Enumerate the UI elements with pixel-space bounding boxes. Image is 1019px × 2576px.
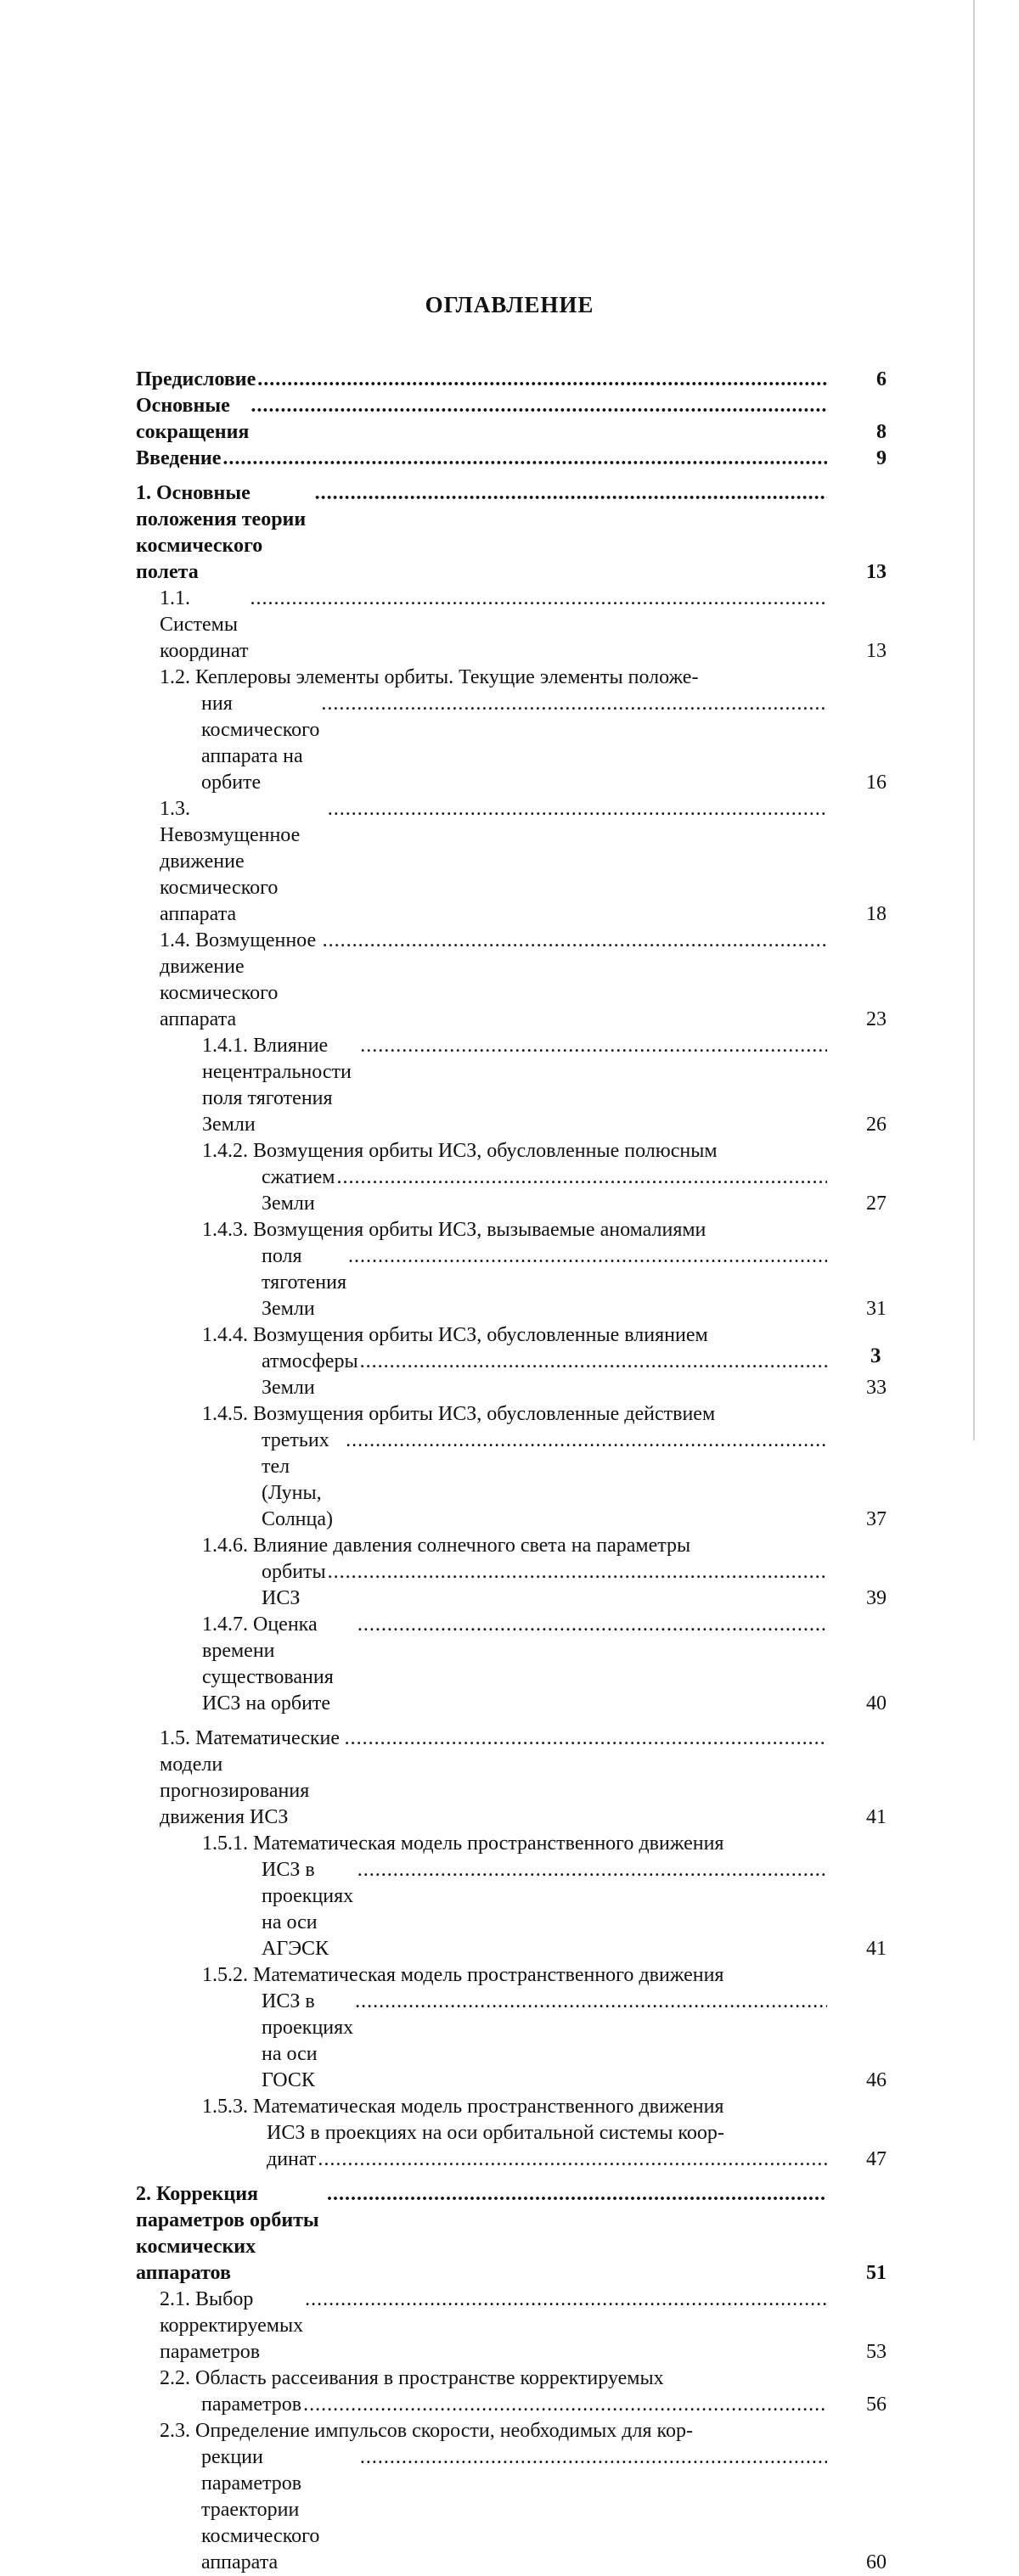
toc-entry[interactable] [136,586,887,665]
dot-leader [360,2444,827,2471]
toc-entry-text: 2.1. Выбор корректируемых параметров [160,2288,304,2363]
dot-leader [257,367,827,393]
toc-page-number: 51 [866,2262,887,2284]
toc-page-number: 23 [866,1008,887,1030]
toc-entry-text: 1.3. Невозмущенное движение космического аппарата [160,798,301,925]
toc-entry-text: Введение [136,447,222,469]
toc-page-number: 18 [866,903,887,925]
toc-page-number: 8 [876,421,887,443]
toc-page-number: 13 [866,640,887,662]
toc-entry-text: 1.4.3. Возмущения орбиты ИСЗ, вызываемые аномалиями [202,1219,707,1241]
table-of-contents [136,367,887,2576]
toc-entry-text: сжатием Земли [262,1166,335,1215]
toc-entry[interactable] [136,2366,887,2418]
toc-page-number: 40 [866,1692,887,1715]
toc-page-number: 33 [866,1377,887,1399]
dot-leader [251,586,827,612]
toc-entry[interactable] [136,1962,887,2094]
toc-page-number: 60 [866,2551,887,2573]
toc-entry[interactable] [136,928,887,1033]
dot-leader [360,1349,827,1375]
toc-entry-text: 1.4.7. Оценка времени существования ИСЗ на орбите [202,1614,334,1715]
toc-entry-text: параметров [201,2394,302,2416]
toc-entry[interactable] [136,1612,887,1717]
toc-entry-text: орбиты ИСЗ [262,1561,326,1609]
toc-entry-text: динат [267,2148,317,2170]
toc-entry-text: 2. Коррекция параметров орбиты космических аппаратов [136,2183,319,2284]
dot-leader [348,1243,827,1270]
dot-leader [360,1033,827,1059]
toc-entry[interactable] [136,480,887,586]
toc-entry[interactable] [136,2181,887,2287]
toc-entry-text: поля тяготения Земли [262,1245,347,1320]
dot-leader [251,393,827,419]
dot-leader [323,928,827,954]
toc-entry-text: 1.2. Кеплеровы элементы орбиты. Текущие элементы положе- [160,666,699,688]
toc-entry-text: ния космического аппарата на орбите [201,693,320,794]
toc-page-number: 37 [866,1508,887,1530]
toc-page-number: 27 [866,1193,887,1215]
toc-page-number: 53 [866,2341,887,2363]
toc-page-number: 6 [876,368,887,390]
toc-page-number: 46 [866,2069,887,2091]
dot-leader [321,691,827,717]
toc-entry-text: рекции параметров траектории космического аппарата [201,2446,320,2573]
toc-entry[interactable] [136,446,887,472]
toc-entry[interactable] [136,367,887,393]
toc-entry[interactable] [136,2287,887,2366]
dot-leader [315,480,827,507]
toc-page-number: 26 [866,1114,887,1136]
toc-entry-text: 1.5. Математические модели прогнозирования движения ИСЗ [160,1727,341,1828]
toc-entry-text: 2.3. Определение импульсов скорости, необходимых для кор- [160,2420,693,2442]
toc-page-number: 39 [866,1587,887,1609]
toc-page-number: 31 [866,1298,887,1320]
toc-entry-text: 1.4.6. Влияние давления солнечного света на параметры [202,1535,691,1557]
toc-entry[interactable] [136,393,887,446]
toc-page-number: 16 [866,772,887,794]
toc-page-number: 47 [866,2148,887,2170]
toc-entry-text: Основные сокращения [136,395,250,443]
toc-entry-text: Предисловие [136,368,256,390]
toc-entry[interactable] [136,1831,887,1962]
dot-leader [336,1165,827,1191]
dot-leader [305,2287,827,2313]
dot-leader [303,2392,827,2418]
toc-entry-text: 1.4.5. Возмущения орбиты ИСЗ, обусловленные действием [202,1403,716,1425]
toc-page-number: 56 [866,2394,887,2416]
toc-entry-text: 1.5.3. Математическая модель пространственного движения [202,2096,724,2118]
toc-entry-text: 1.4.4. Возмущения орбиты ИСЗ, обусловленные влиянием [202,1324,708,1346]
toc-page-number: 9 [876,447,887,469]
toc-page-number: 41 [866,1938,887,1960]
toc-entry-text: 1.5.2. Математическая модель пространственного движения [202,1964,724,1986]
dot-leader [222,446,827,472]
toc-entry[interactable] [136,665,887,796]
dot-leader [357,1612,827,1638]
toc-entry-text: ИСЗ в проекциях на оси АГЭСК [262,1859,354,1960]
toc-entry[interactable] [136,1401,887,1533]
dot-leader [327,2181,827,2208]
toc-entry-text: 1.5.1. Математическая модель пространственного движения [202,1832,724,1855]
page-title: ОГЛАВЛЕНИЕ [425,292,594,317]
toc-entry-text: ИСЗ в проекциях на оси орбитальной системы коор- [267,2122,724,2144]
toc-page-number: 13 [866,561,887,583]
toc-entry[interactable] [136,1726,887,1831]
toc-entry[interactable] [136,1322,887,1401]
toc-entry-text: 1.4.1. Влияние нецентральности поля тяготения Земли [202,1035,352,1136]
toc-entry-text: 1.4. Возмущенное движение космического аппарата [160,929,317,1030]
dot-leader [318,2147,827,2173]
toc-entry-text: 1. Основные положения теории космического полета [136,482,307,583]
toc-entry[interactable] [136,1138,887,1217]
toc-entry[interactable] [136,796,887,928]
dot-leader [328,1559,827,1585]
dot-leader [346,1428,827,1454]
toc-entry-text: 1.1. Системы координат [160,587,249,662]
toc-entry-text: ИСЗ в проекциях на оси ГОСК [262,1990,354,2091]
toc-entry[interactable] [136,2418,887,2576]
toc-page-number: 41 [866,1806,887,1828]
page-number: 3 [870,1344,881,1367]
toc-entry-text: 2.2. Область рассеивания в пространстве корректируемых [160,2367,664,2389]
toc-entry[interactable] [136,1033,887,1138]
dot-leader [357,1857,827,1883]
toc-entry[interactable] [136,1217,887,1322]
page-edge-rule [973,0,975,1440]
toc-entry-text: атмосферы Земли [262,1350,358,1399]
dot-leader [345,1726,827,1752]
toc-entry[interactable] [136,1533,887,1612]
toc-entry-text: 1.4.2. Возмущения орбиты ИСЗ, обусловленные полюсным [202,1140,718,1162]
dot-leader [355,1989,827,2015]
dot-leader [328,796,827,822]
toc-entry-text: третьих тел (Луны, Солнца) [262,1429,333,1530]
toc-entry[interactable] [136,2094,887,2173]
